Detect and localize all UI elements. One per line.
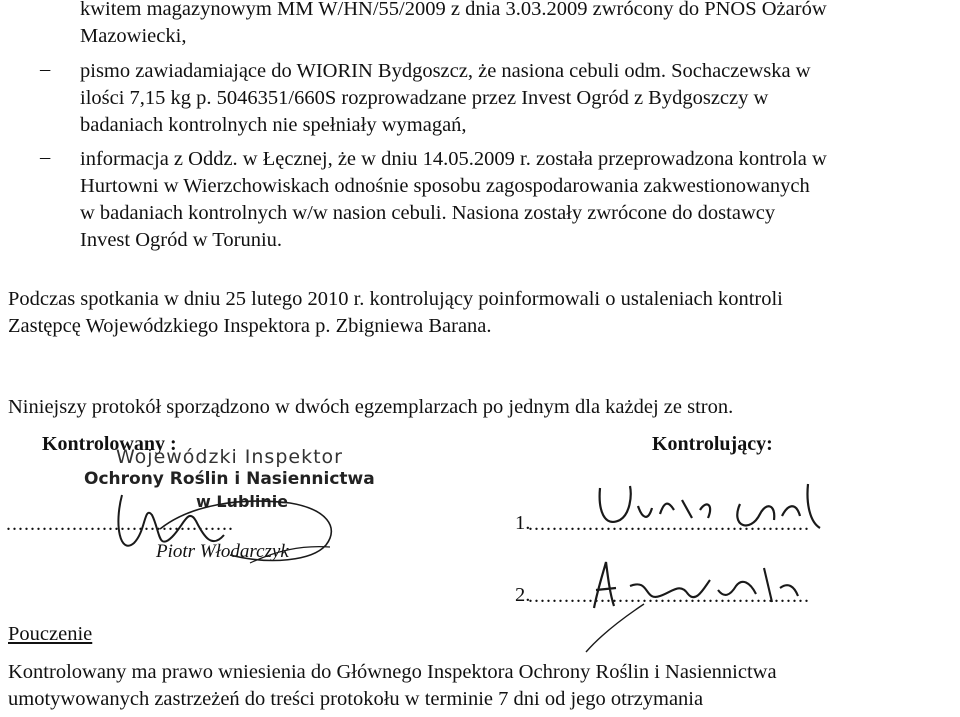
list-item-line: w badaniach kontrolnych w/w nasion cebuli. Nasiona zostały zwrócone do dostawcy	[80, 202, 776, 224]
list-item-line: Hurtowni w Wierzchowiskach odnośnie sposobu zagospodarowania zakwestionowanych	[80, 175, 810, 197]
controlled-label: Kontrolowany :	[42, 433, 177, 455]
signature-line-1: ...............................................	[528, 513, 810, 535]
list-item-line: ilości 7,15 kg p. 5046351/660S rozprowadzane przez Invest Ogród z Bydgoszczy w	[80, 87, 769, 109]
list-item-line: pismo zawiadamiające do WIORIN Bydgoszcz, że nasiona cebuli odm. Sochaczewska w	[80, 60, 811, 82]
stamp-name: Piotr Włodarczyk	[156, 541, 289, 562]
meeting-paragraph-line: Zastępcę Wojewódzkiego Inspektora p. Zbigniewa Barana.	[8, 315, 492, 337]
signature-line-2: ...............................................	[528, 585, 810, 607]
list-item-line: Mazowiecki,	[80, 25, 187, 47]
signer-2-number: 2.	[515, 584, 531, 606]
instructions-line: Kontrolowany ma prawo wniesienia do Głównego Inspektora Ochrony Roślin i Nasiennictwa	[8, 661, 777, 683]
list-dash: –	[40, 58, 51, 80]
list-item-line: kwitem magazynowym MM W/HN/55/2009 z dnia 3.03.2009 zwrócony do PNOS Ożarów	[80, 0, 827, 20]
list-item-line: badaniach kontrolnych nie spełniały wymagań,	[80, 114, 467, 136]
stamp-line: Wojewódzki Inspektor	[116, 446, 343, 468]
instructions-heading: Pouczenie	[8, 623, 93, 645]
signature-line-left: ......................................	[6, 513, 234, 535]
list-item-line: Invest Ogród w Toruniu.	[80, 229, 283, 251]
copies-paragraph: Niniejszy protokół sporządzono w dwóch egzemplarzach po jednym dla każdej ze stron.	[8, 396, 734, 418]
meeting-paragraph-line: Podczas spotkania w dniu 25 lutego 2010 r. kontrolujący poinformowali o ustaleniach kontroli	[8, 288, 783, 310]
list-dash: –	[40, 146, 51, 168]
stamp-line: Ochrony Roślin i Nasiennictwa	[84, 469, 375, 489]
controlling-label: Kontrolujący:	[652, 433, 773, 455]
list-item-line: informacja z Oddz. w Łęcznej, że w dniu 14.05.2009 r. została przeprowadzona kontrola w	[80, 148, 827, 170]
signer-1-number: 1.	[515, 512, 531, 534]
instructions-line: umotywowanych zastrzeżeń do treści protokołu w terminie 7 dni od jego otrzymania	[8, 688, 704, 710]
stamp-line: w Lublinie	[196, 492, 289, 511]
